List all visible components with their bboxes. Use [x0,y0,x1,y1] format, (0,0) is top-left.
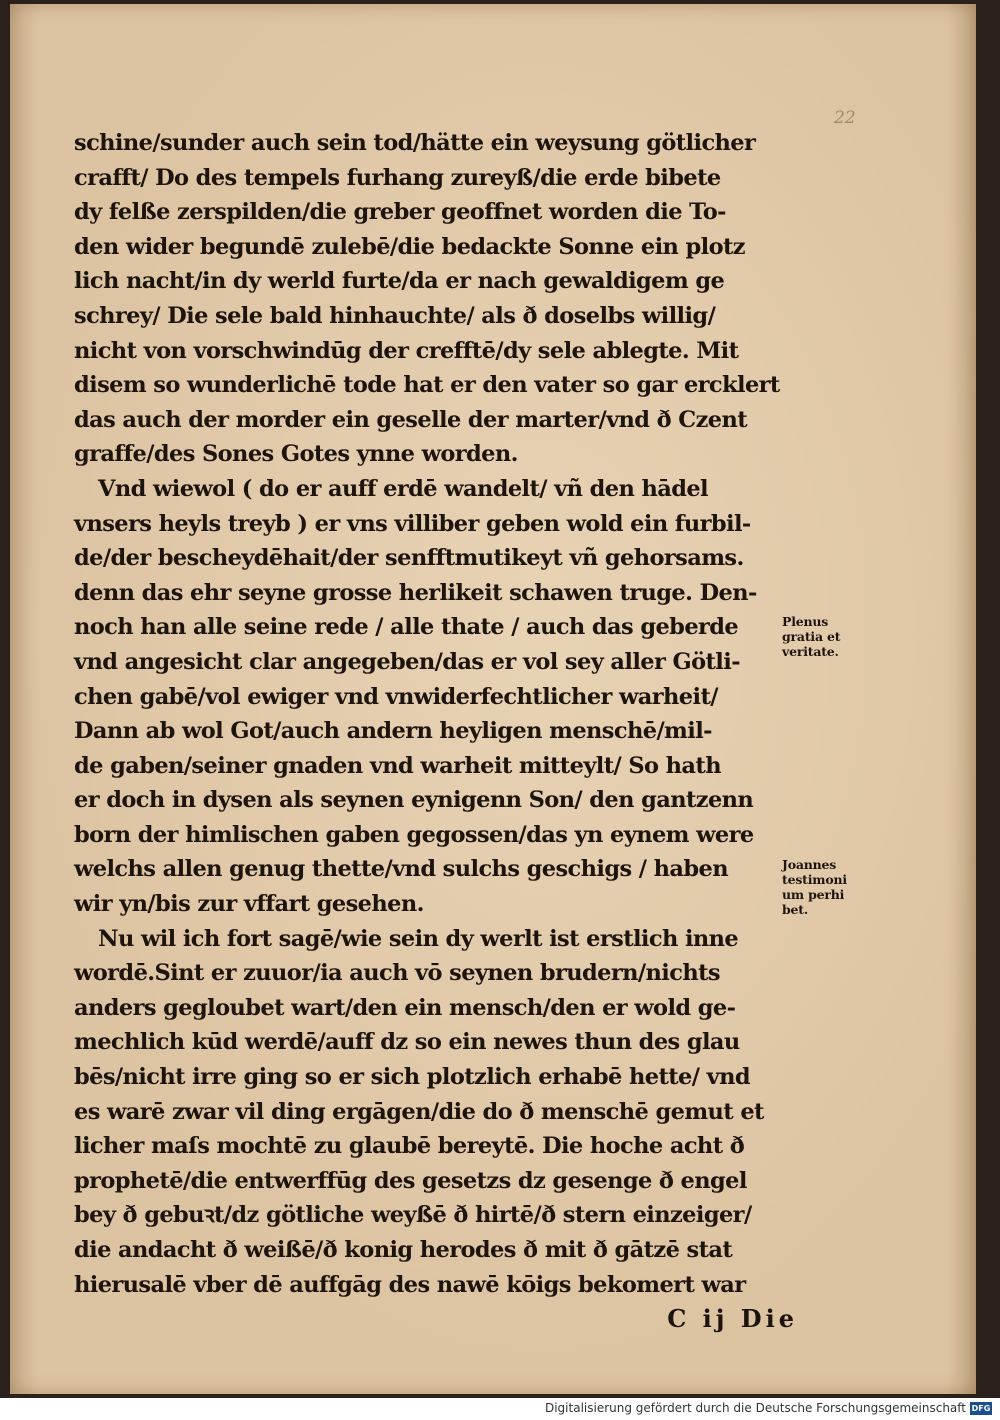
text-line-4: den wider begundē zulebē/die bedackte Sonne ein plotz [74,233,745,260]
marginal-note-joannes [782,857,847,917]
text-line-2: crafft/ Do des tempels furhang zureyß/die erde bibete [74,164,721,191]
text-line-10: graffe/des Sones Gotes ynne worden. [74,441,518,468]
dfg-logo-icon: DFG [971,1404,991,1413]
text-line-26: anders gegloubet wart/den ein mensch/den er wold ge- [74,994,736,1021]
text-line-30: licher maſs mochtē zu glaubē bereytē. Die hoche acht ð [74,1133,745,1160]
text-line-9: das auch der morder ein geselle der marter/vnd ð Czent [74,406,748,433]
marginal-line: bet. [782,902,809,917]
text-line-3: dy felße zerspilden/die greber geoffnet worden die To- [74,199,726,226]
marginal-line: Plenus [782,614,829,629]
text-line-32: bey ð gebuꝛt/dz götliche weyßē ð hirtē/ð stern einzeiger/ [74,1202,752,1229]
marginal-line: Joannes [782,857,837,872]
marginal-line: testimoni [782,872,847,887]
text-line-11: Vnd wiewol ( do er auff erdē wandelt/ vñ den hādel [98,475,708,502]
text-line-19: de gaben/seiner gnaden vnd warheit mitteylt/ So hath [74,752,721,779]
text-line-12: vnsers heyls treyb ) er vns villiber geben wold ein furbil- [74,510,751,537]
text-line-20: er doch in dysen als seynen eynigenn Son/ den gantzenn [74,787,754,814]
text-line-33: die andacht ð weißē/ð konig herodes ð mit ð gātzē stat [74,1237,733,1263]
text-line-25: wordē.Sint er zuuor/ia auch vō seynen brudern/nichts [74,960,720,987]
text-line-22: welchs allen genug thette/vnd sulchs geschigs / haben [74,856,728,883]
footer-bar [0,1398,1000,1420]
marginal-line: gratia et [782,629,841,644]
marginal-line: um perhi [782,887,845,902]
funding-notice: Digitalisierung gefördert durch die Deutsche Forschungsgemeinschaft [544,1401,966,1415]
text-line-21: born der himlischen gaben gegossen/das yn eynem were [74,821,754,848]
signature-mark: C ij Die [667,1304,798,1334]
text-line-15: noch han alle seine rede / alle thate / auch das geberde [74,614,739,641]
marginal-line: veritate. [782,644,839,659]
book-page [10,4,976,1394]
text-line-6: schrey/ Die sele bald hinhauchte/ als ð doselbs willig/ [74,302,716,329]
text-line-17: chen gabē/vol ewiger vnd vnwiderfechtlicher warheit/ [74,683,718,710]
text-line-28: bēs/nicht irre ging so er sich plotzlich erhabē hette/ vnd [74,1064,750,1091]
text-line-8: disem so wunderlichē tode hat er den vater so gar ercklert [74,372,780,399]
body-text [74,126,804,1337]
text-line-7: nicht von vorschwindūg der crefftē/dy sele ablegte. Mit [74,337,739,364]
text-line-18: Dann ab wol Got/auch andern heyligen menschē/mil- [74,718,712,745]
text-line-5: lich nacht/in dy werld furte/da er nach gewaldigem ge [74,268,725,295]
text-line-29: es warē zwar vil ding ergāgen/die do ð menschē gemut et [74,1098,764,1125]
text-line-34: hierusalē vber dē auffgāg des nawē kōigs bekomert war [74,1271,746,1298]
text-line-27: mechlich kūd werdē/auff dz so ein newes thun des glau [74,1029,740,1056]
text-line-23: wir yn/bis zur vffart gesehen. [74,891,424,918]
text-line-13: de/der bescheydēhait/der senfftmutikeyt vñ gehorsams. [74,545,744,572]
text-line-16: vnd angesicht clar angegeben/das er vol sey aller Götli- [74,648,740,675]
text-line-31: prophetē/die entwerffūg des gesetzs dz gesenge ð engel [74,1167,747,1194]
marginal-note-plenus [782,614,840,659]
folio-number: 22 [834,108,856,128]
text-line-24: Nu wil ich fort sagē/wie sein dy werlt ist erstlich inne [98,925,739,952]
text-line-14: denn das ehr seyne grosse herlikeit schawen truge. Den- [74,579,757,606]
text-line-1: schine/sunder auch sein tod/hätte ein weysung götlicher [74,130,756,156]
